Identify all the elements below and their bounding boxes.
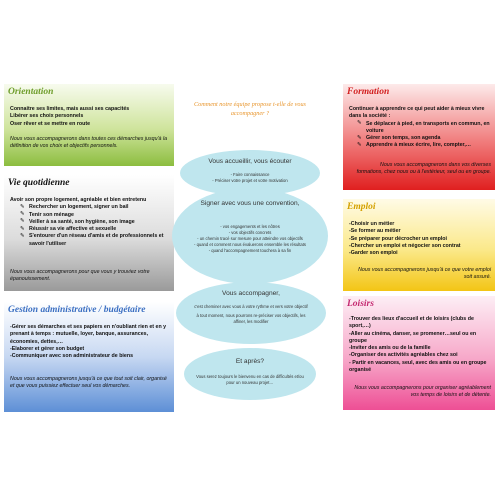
orientation-line: Libérer ses choix personnels: [10, 113, 84, 120]
oval-line: - Préciser votre projet et votre motivation: [212, 178, 288, 184]
vie-body: [10, 197, 170, 248]
emploi-line: -Chercher un emploi et négocier son contrat: [349, 242, 461, 249]
vie-bullet: ✎ S'entourer d'un réseau d'amis et de professionnels et savoir l'utiliser: [20, 233, 170, 248]
orientation-lines: [10, 106, 170, 128]
vie-intro: Avoir son propre logement, agréable et bien entretenu: [10, 197, 147, 203]
oval-accompagner: [176, 282, 326, 344]
loisirs-card: [343, 296, 495, 410]
formation-note: Nous vous accompagnerons dans vos diverses formations, chez nous ou à l'extérieur, seul ou en groupe.: [356, 162, 491, 176]
emploi-body: [349, 221, 491, 257]
oval-line: c'est cheminer avec vous à votre rythme et vers votre objectif: [194, 304, 308, 309]
gestion-line: -Communiquer avec son administrateur de biens: [10, 353, 134, 360]
gestion-body: [10, 324, 170, 360]
vie-bullet: ✎ Tenir son ménage: [20, 212, 170, 219]
formation-title: Formation: [347, 87, 390, 97]
oval-line: Vous serez toujours le bienvenu en cas de difficultés et/ou pour un nouveau projet…: [196, 374, 304, 386]
loisirs-title: Loisirs: [347, 299, 374, 309]
emploi-title: Emploi: [347, 202, 376, 212]
emploi-line: -Se préparer pour décrocher un emploi: [349, 235, 448, 242]
formation-bullet: ✎ Se déplacer à pied, en transports en commun, en voiture: [357, 121, 491, 136]
oval-accompagner-text: [190, 304, 312, 325]
oval-line: - vos engagements et les nôtres: [220, 224, 280, 229]
oval-line: - un chemin tracé sur mesure pour atteindre vos objectifs: [197, 236, 303, 242]
vie-bullet: ✎ Réussir sa vie affective et sexuelle: [20, 226, 170, 233]
formation-bullet-list: [357, 121, 491, 150]
formation-bullet: ✎ Gérer son temps, son agenda: [357, 135, 491, 142]
formation-bullet: ✎ Apprendre à mieux écrire, lire, compter,…: [357, 142, 491, 149]
center-heading: Comment notre équipe propose t-elle de vous accompagner ?: [194, 101, 306, 118]
loisirs-line: -Aller au cinéma, danser, se promener…seul ou en groupe: [349, 330, 477, 344]
formation-intro: Continuer à apprendre ce qui peut aider à mieux vivre dans la société :: [349, 106, 485, 120]
gestion-line: -Elaborer et gérer son budget: [10, 345, 85, 352]
loisirs-line: -Organiser des activités agréables chez soi: [349, 352, 458, 359]
oval-convention: [172, 188, 328, 284]
vie-bullet-list: [20, 204, 170, 248]
loisirs-line: -Inviter des amis ou de la famille: [349, 345, 431, 352]
formation-card: [343, 84, 495, 190]
emploi-note: Nous vous accompagnerons jusqu'à ce que votre emploi soit assuré.: [358, 267, 491, 281]
vie-bullet: ✎ Rechercher un logement, signer un bail: [20, 204, 170, 211]
loisirs-note: Nous vous accompagnerons pour organiser agréablement vos temps de loisirs et de détente.: [354, 385, 491, 399]
orientation-note: Nous vous accompagnerons dans toutes ces démarches jusqu'à la définition de vos choix et objectifs personnels.: [10, 136, 168, 150]
oval-accueillir-text: [180, 172, 320, 184]
oval-accueillir-title: Vous accueillir, vous écouter: [208, 158, 292, 165]
oval-line: - vos objectifs concrets: [228, 230, 272, 236]
vie-quotidienne-card: [4, 175, 174, 291]
oval-line: - Faire connaissance: [230, 172, 270, 177]
oval-accompagner-title: Vous accompagner,: [222, 290, 280, 297]
emploi-line: -Se former au métier: [349, 228, 401, 235]
gestion-note: Nous vous accompagnerons jusqu'à ce que tout soit clair, organisé et que vous puissiez effectuer seul vos démarches.: [10, 376, 167, 390]
loisirs-line: -Trouver des lieux d'accueil et de loisirs (clubs de sport,…): [349, 316, 474, 330]
emploi-card: [343, 199, 495, 291]
loisirs-body: [349, 316, 491, 374]
oval-convention-text: [186, 224, 314, 254]
oval-line: - quand l'accompagnement touchera à sa fin: [208, 248, 292, 254]
vie-title: Vie quotidienne: [8, 178, 70, 188]
vie-note: Nous vous accompagnerons pour que vous y trouviez votre épanouissement.: [10, 269, 150, 283]
orientation-title: Orientation: [8, 87, 54, 97]
emploi-line: -Choisir un métier: [349, 221, 395, 227]
oval-apres-text: [196, 374, 304, 386]
orientation-card: [4, 84, 174, 166]
gestion-title: Gestion administrative / budgétaire: [8, 305, 146, 315]
vie-bullet: ✎ Veiller à sa santé, son hygiène, son image: [20, 219, 170, 226]
oval-line: - quand et comment nous évaluerons ensemble les résultats: [194, 242, 306, 248]
oval-line: à tout moment, nous pourrons re-préciser vos objectifs, les affiner, les modifier: [196, 313, 306, 325]
oval-accueillir: [180, 150, 320, 196]
orientation-line: Connaitre ses limites, mais aussi ses capacités: [10, 106, 130, 112]
orientation-line: Oser rêver et se mettre en route: [10, 120, 91, 127]
gestion-card: [4, 302, 174, 412]
oval-convention-title: Signer avec vous une convention,: [200, 200, 300, 207]
loisirs-line: - Partir en vacances, seul, avec des amis ou en groupe organisé: [349, 359, 487, 374]
formation-body: [349, 106, 491, 150]
gestion-line: -Gérer ses démarches et ses papiers en n'oubliant rien et en y prenant à temps : mutuelle, loyer, banque, assurances, économies, dettes,…: [10, 324, 167, 345]
emploi-line: -Garder son emploi: [349, 250, 398, 257]
oval-apres-title: Et après?: [235, 358, 265, 365]
oval-apres: [184, 348, 316, 400]
